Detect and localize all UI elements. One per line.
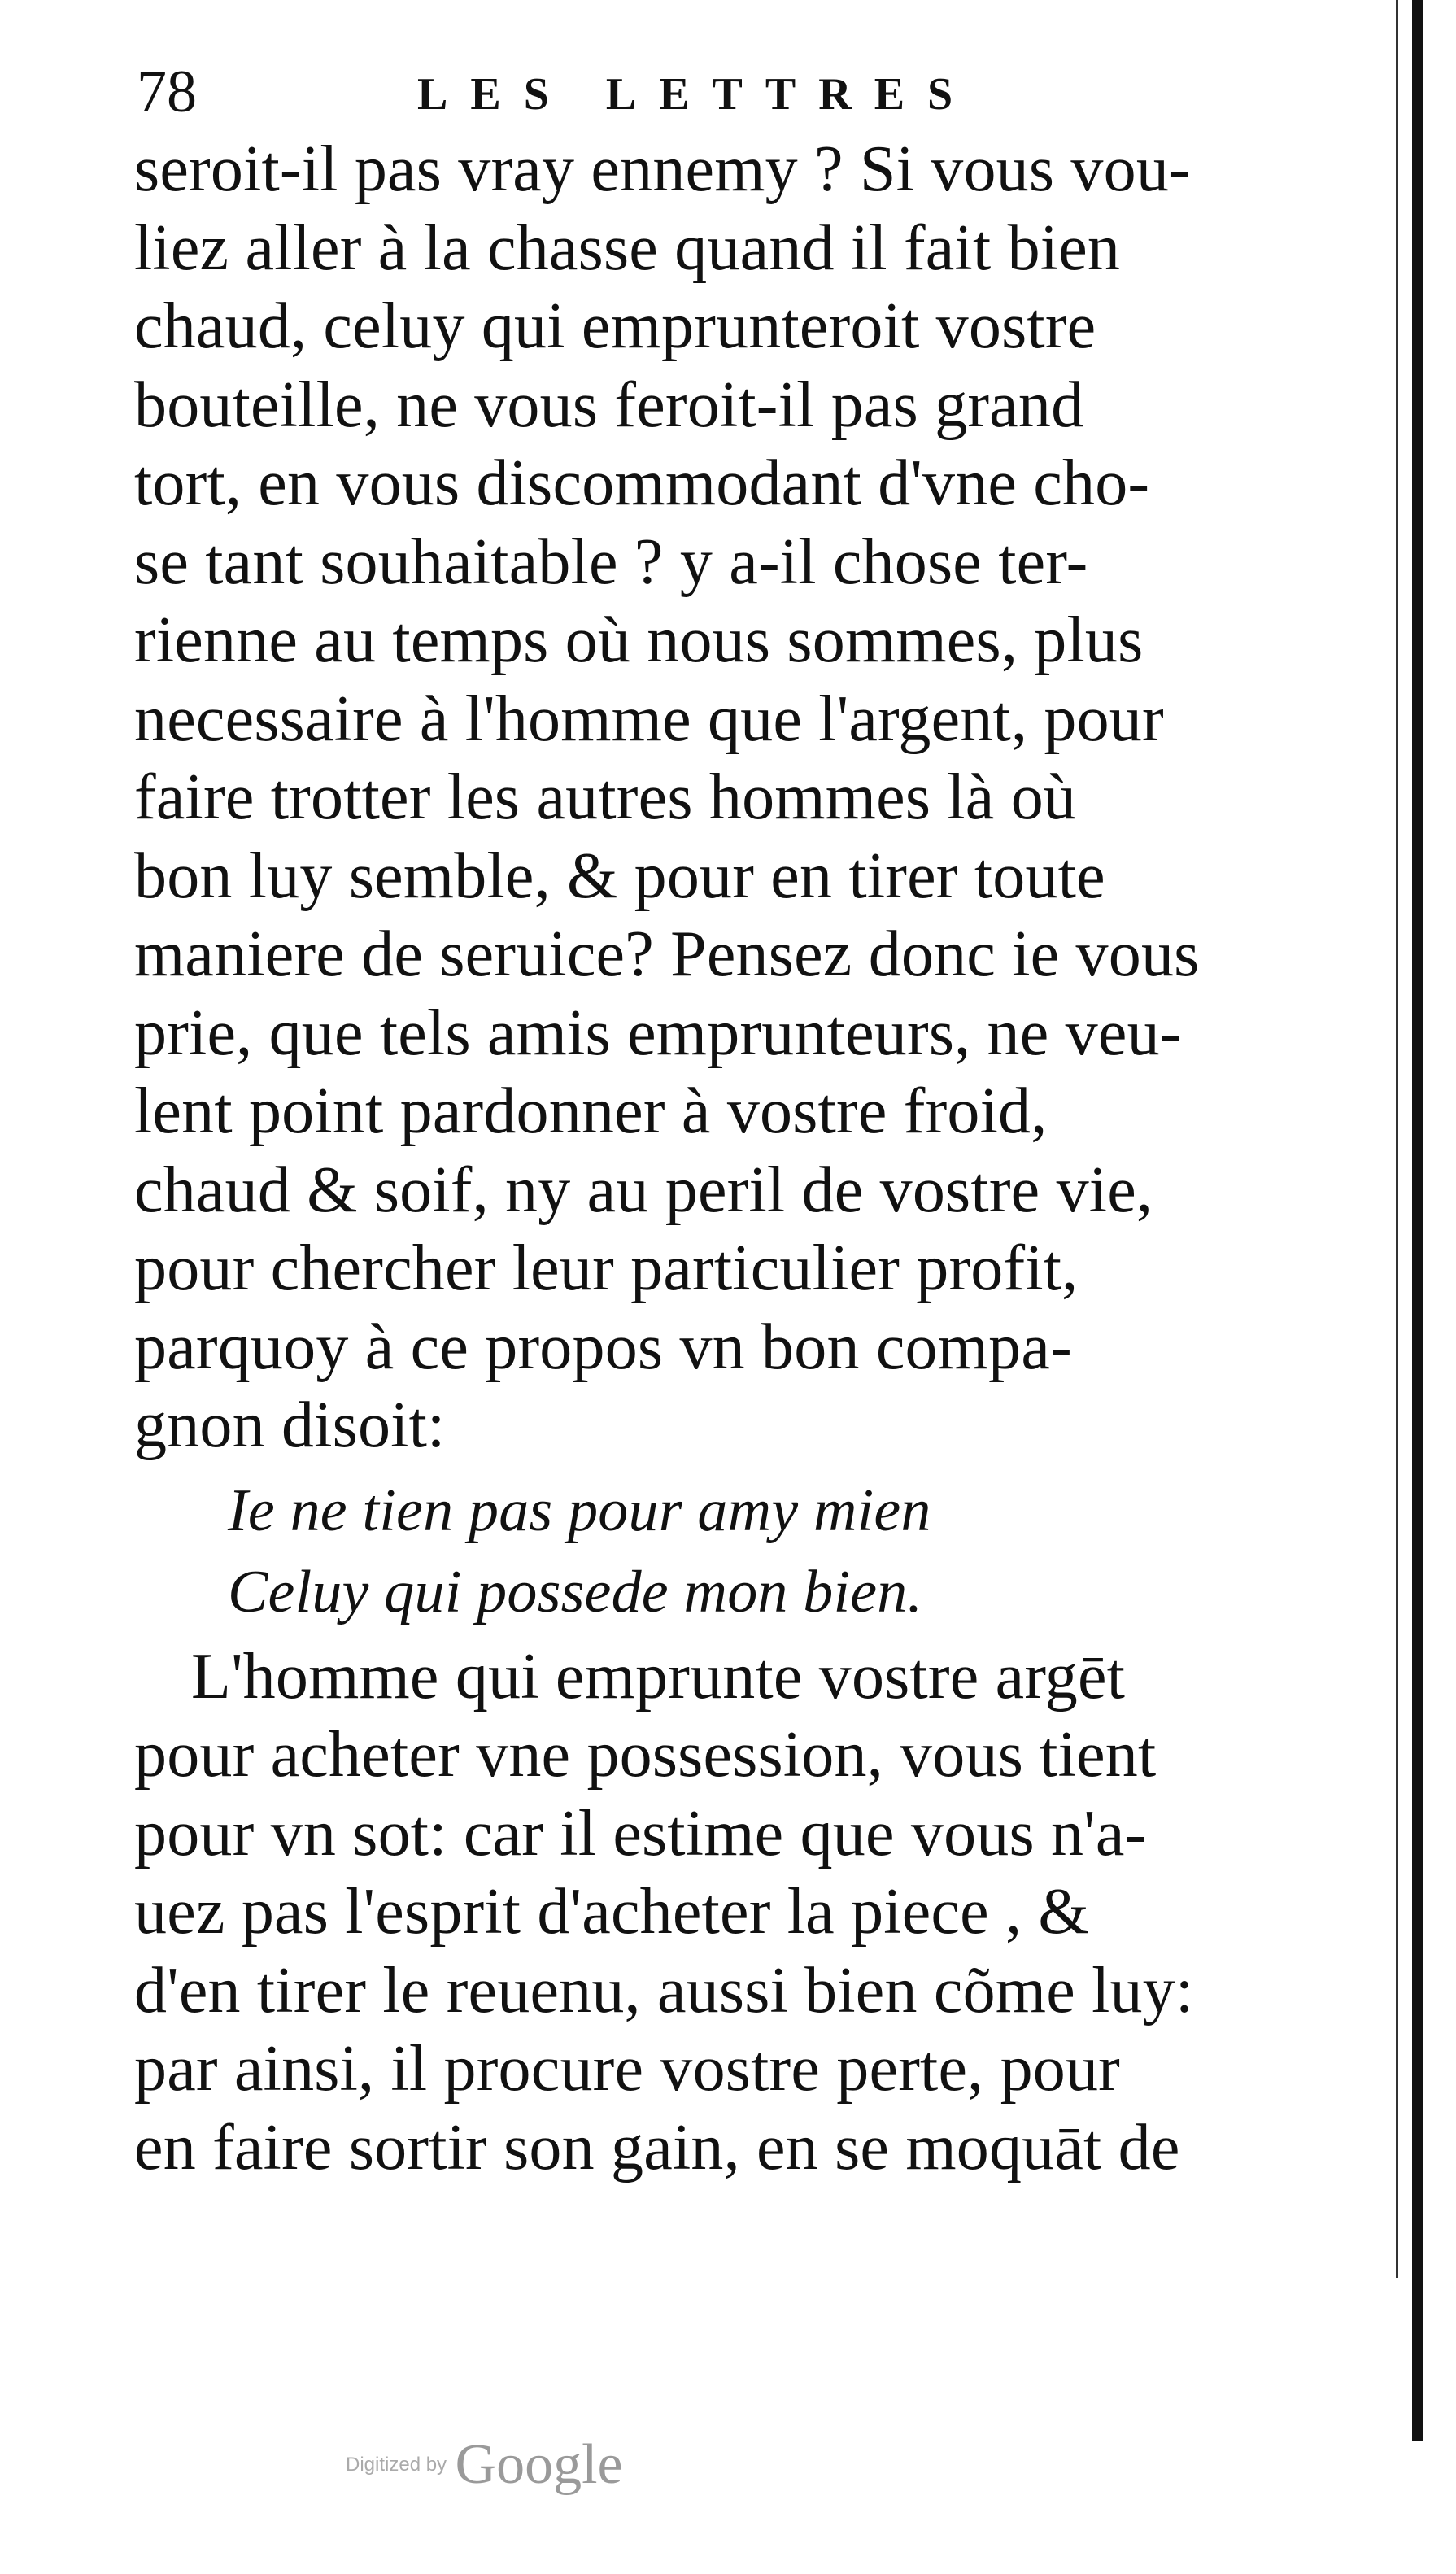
text-line: gnon disoit: (134, 1390, 446, 1461)
text-line: prie, que tels amis emprunteurs, ne veu- (134, 997, 1182, 1069)
text-line: chaud & soif, ny au peril de vostre vie, (134, 1154, 1153, 1226)
page-edge-shadow (1396, 0, 1398, 2278)
page-gutter-edge (1412, 0, 1423, 2441)
text-line: uez pas l'esprit d'acheter la piece , & (134, 1876, 1089, 1948)
text-line: bon luy semble, & pour en tirer toute (134, 840, 1105, 912)
text-line: rienne au temps où nous sommes, plus (134, 604, 1144, 676)
body-text (134, 130, 1273, 2187)
digitized-watermark (346, 2432, 623, 2506)
text-line: necessaire à l'homme que l'argent, pour (134, 683, 1164, 755)
verse-line: Ie ne tien pas pour amy mien (228, 1477, 931, 1544)
text-line: faire trotter les autres hommes là où (134, 761, 1077, 833)
text-line: chaud, celuy qui emprunteroit vostre (134, 290, 1096, 362)
text-line: pour acheter vne possession, vous tient (134, 1719, 1157, 1791)
running-title: LES LETTRES (417, 69, 976, 120)
watermark-prefix: Digitized by (346, 2454, 447, 2476)
text-line: en faire sortir son gain, en se moquāt de (134, 2111, 1180, 2184)
text-line: par ainsi, il procure vostre perte, pour (134, 2033, 1121, 2105)
text-line: pour chercher leur particulier profit, (134, 1232, 1079, 1304)
text-line: tort, en vous discommodant d'vne cho- (134, 447, 1150, 519)
running-header (137, 55, 1292, 129)
google-logo: Google (455, 2433, 623, 2496)
text-line: L'homme qui emprunte vostre argēt (191, 1640, 1126, 1712)
text-line: bouteille, ne vous feroit-il pas grand (134, 369, 1084, 441)
text-line: liez aller à la chasse quand il fait bien (134, 212, 1121, 284)
text-line: maniere de seruice? Pensez donc ie vous (134, 918, 1200, 990)
paragraph-2 (134, 1638, 1273, 2188)
text-line: parquoy à ce propos vn bon compa- (134, 1311, 1072, 1383)
verse-line: Celuy qui possede mon bien. (228, 1558, 923, 1625)
text-line: se tant souhaitable ? y a-il chose ter- (134, 526, 1088, 598)
text-line: pour vn sot: car il estime que vous n'a- (134, 1797, 1147, 1869)
text-line: seroit-il pas vray ennemy ? Si vous vou- (134, 133, 1191, 205)
text-line: lent point pardonner à vostre froid, (134, 1075, 1048, 1147)
paragraph-1 (134, 130, 1273, 1465)
verse-quote (134, 1470, 1273, 1633)
page-number: 78 (137, 59, 197, 125)
text-line: d'en tirer le reuenu, aussi bien cõme luy: (134, 1954, 1194, 2026)
